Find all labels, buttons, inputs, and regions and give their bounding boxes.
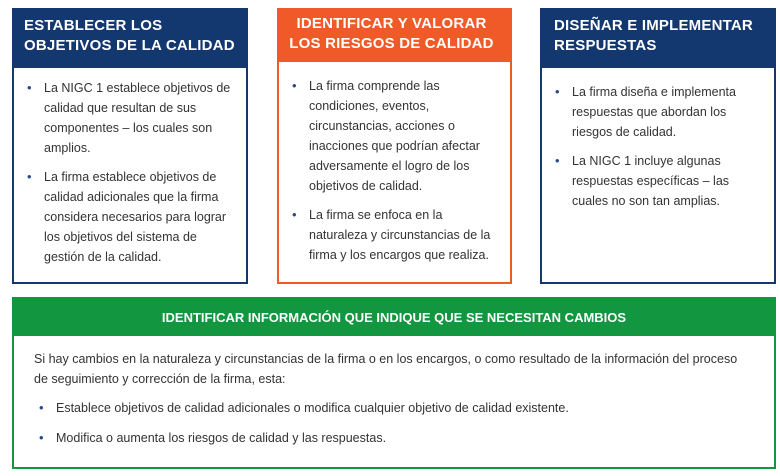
bullet-item: • La firma diseña e implementa respuestas que abordan los riesgos de calidad.	[572, 82, 764, 142]
box-establish-objectives	[12, 8, 248, 284]
intro-text: Si hay cambios en la naturaleza y circunstancias de la firma o en los encargos, o como resultado de la información del proceso de seguimiento y corrección de la firma, esta:	[34, 352, 738, 386]
bullet-item: • Establece objetivos de calidad adicionales o modifica cualquier objetivo de calidad existente.	[56, 398, 752, 418]
bullet-list	[34, 398, 752, 448]
bullet-list	[44, 78, 236, 267]
box-title: IDENTIFICAR Y VALORAR LOS RIESGOS DE CALIDAD	[279, 10, 510, 62]
bullet-item: • La firma comprende las condiciones, eventos, circunstancias, acciones o inacciones que podrían afectar adversamente el logro de los objetivos de calidad.	[309, 76, 500, 196]
box-title: DISEÑAR E IMPLEMENTAR RESPUESTAS	[542, 10, 774, 68]
box-identify-risks	[277, 8, 512, 284]
bullet-item: • La firma establece objetivos de calidad adicionales que la firma considera necesarios para lograr los objetivos del sistema de gestión de la calidad.	[44, 167, 236, 267]
bullet-list	[309, 76, 500, 265]
box-body	[14, 68, 246, 282]
box-body	[14, 336, 774, 467]
box-identify-changes	[12, 297, 776, 469]
box-design-responses	[540, 8, 776, 284]
bullet-item: • Modifica o aumenta los riesgos de calidad y las respuestas.	[56, 428, 752, 448]
box-body	[542, 68, 774, 282]
bullet-item: • La firma se enfoca en la naturaleza y circunstancias de la firma y los encargos que realiza.	[309, 205, 500, 265]
box-body	[279, 62, 510, 282]
box-title: ESTABLECER LOS OBJETIVOS DE LA CALIDAD	[14, 10, 246, 68]
bullet-list	[572, 82, 764, 211]
box-title: IDENTIFICAR INFORMACIÓN QUE INDIQUE QUE SE NECESITAN CAMBIOS	[14, 299, 774, 336]
bullet-item: • La NIGC 1 establece objetivos de calidad que resultan de sus componentes – los cuales son amplios.	[44, 78, 236, 158]
bullet-item: • La NIGC 1 incluye algunas respuestas específicas – las cuales no son tan amplias.	[572, 151, 764, 211]
